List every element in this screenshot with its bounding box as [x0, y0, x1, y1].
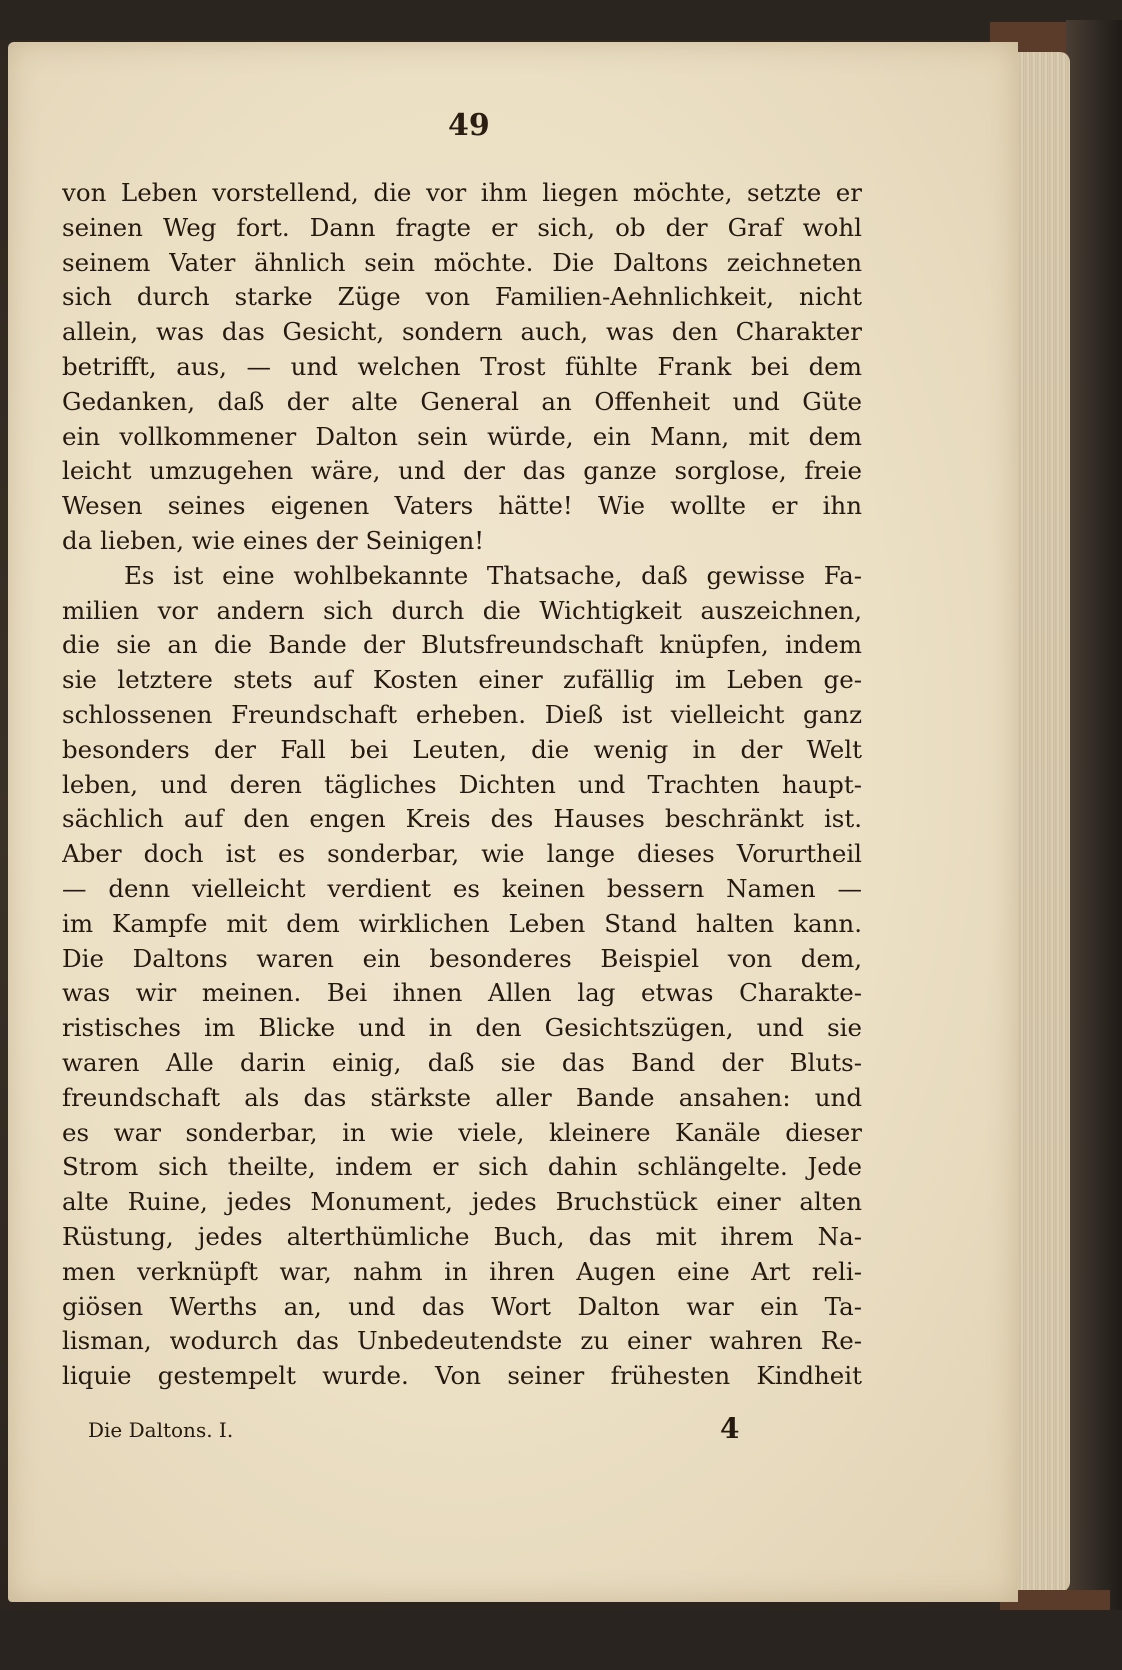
text-line: sie letztere stets auf Kosten einer zufällig im Leben ge-	[62, 665, 862, 695]
text-line: die sie an die Bande der Blutsfreundschaft knüpfen, indem	[62, 630, 862, 660]
text-line: Es ist eine wohlbekannte Thatsache, daß gewisse Fa-	[124, 560, 862, 590]
text-line: leben, und deren tägliches Dichten und Trachten haupt-	[62, 769, 862, 799]
page-text	[62, 176, 862, 1394]
text-line: liquie gestempelt wurde. Von seiner frühesten Kindheit	[62, 1361, 862, 1391]
text-line: von Leben vorstellend, die vor ihm liegen möchte, setzte er	[62, 178, 862, 207]
text-line: betrifft, aus, — und welchen Trost fühlte Frank bei dem	[62, 351, 862, 381]
text-line: leicht umzugehen wäre, und der das ganze sorglose, freie	[62, 456, 862, 486]
text-line: sich durch starke Züge von Familien-Aehnlichkeit, nicht	[62, 282, 862, 312]
text-line: schlossenen Freundschaft erheben. Dieß ist vielleicht ganz	[62, 699, 862, 729]
text-line: sächlich auf den engen Kreis des Hauses beschränkt ist.	[62, 804, 862, 834]
text-line: Die Daltons waren ein besonderes Beispiel von dem,	[62, 943, 862, 973]
text-line: es war sonderbar, in wie viele, kleinere Kanäle dieser	[62, 1117, 862, 1147]
text-line: alte Ruine, jedes Monument, jedes Bruchstück einer alten	[62, 1187, 862, 1217]
book-cover-edge	[1066, 20, 1122, 1640]
page-number: 49	[448, 108, 490, 143]
text-line: ein vollkommener Dalton sein würde, ein Mann, mit dem	[62, 421, 862, 451]
text-line: allein, was das Gesicht, sondern auch, was den Charakter	[62, 317, 862, 347]
text-line: Gedanken, daß der alte General an Offenheit und Güte	[62, 386, 862, 416]
text-line: da lieben, wie eines der Seinigen!	[62, 525, 485, 555]
text-line: im Kampfe mit dem wirklichen Leben Stand halten kann.	[62, 908, 862, 938]
signature-number: 4	[720, 1412, 740, 1445]
text-line: milien vor andern sich durch die Wichtigkeit auszeichnen,	[62, 595, 862, 625]
signature-mark: Die Daltons. I.	[88, 1418, 234, 1442]
text-line: freundschaft als das stärkste aller Bande ansahen: und	[62, 1082, 862, 1112]
text-line: was wir meinen. Bei ihnen Allen lag etwas Charakte-	[62, 978, 862, 1008]
book-top-edge	[0, 0, 1122, 40]
text-line: besonders der Fall bei Leuten, die wenig in der Welt	[62, 734, 862, 764]
text-line: lisman, wodurch das Unbedeutendste zu einer wahren Re-	[62, 1326, 862, 1356]
book-bottom-edge	[0, 1610, 1122, 1670]
text-line: Wesen seines eigenen Vaters hätte! Wie wollte er ihn	[62, 491, 862, 521]
text-line: Strom sich theilte, indem er sich dahin schlängelte. Jede	[62, 1152, 862, 1182]
text-line: — denn vielleicht verdient es keinen bessern Namen —	[62, 873, 862, 903]
text-line: Aber doch ist es sonderbar, wie lange dieses Vorurtheil	[62, 839, 862, 869]
text-line: waren Alle darin einig, daß sie das Band der Bluts-	[62, 1047, 862, 1077]
text-line: Rüstung, jedes alterthümliche Buch, das mit ihrem Na-	[62, 1221, 862, 1251]
text-line: giösen Werths an, und das Wort Dalton war ein Ta-	[62, 1291, 862, 1321]
text-line: seinem Vater ähnlich sein möchte. Die Daltons zeichneten	[62, 247, 862, 277]
text-line: seinen Weg fort. Dann fragte er sich, ob der Graf wohl	[62, 212, 862, 242]
text-line: men verknüpft war, nahm in ihren Augen eine Art reli-	[62, 1256, 862, 1286]
text-line: ristisches im Blicke und in den Gesichtszügen, und sie	[62, 1013, 862, 1043]
